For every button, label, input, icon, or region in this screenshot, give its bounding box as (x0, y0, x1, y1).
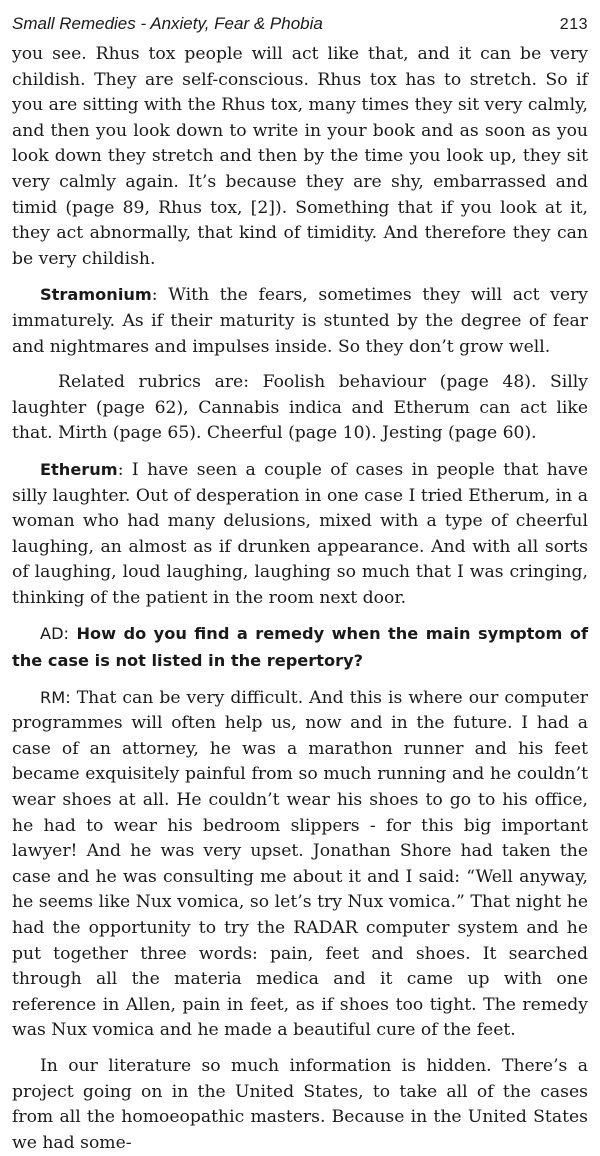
interview-question (12, 621, 588, 674)
paragraph-etherum-text: : I have seen a couple of cases in people that have silly laughter. Out of desperation in one case I tried Etherum, in a woman who had many delusions, mixed with a type of cheerful laughing, an almost as if drunken appearance. And with all sorts of laughing, loud laughing, laughing so much that I was cringing, thinking of the patient in the room next door. (12, 459, 588, 608)
page-number: 213 (559, 16, 588, 33)
question-speaker: AD: (40, 624, 69, 644)
answer-text: That can be very difficult. And this is where our computer programmes will often help us, now and in the future. I had a case of an attorney, he was a marathon runner and his feet became exquisitely painful from so much running and he couldn’t wear shoes at all. He couldn’t wear his shoes to go to his office, he had to wear his bedroom slippers - for this big important lawyer! And he was very upset. Jonathan Shore had taken the case and he was consulting me about it and I said: “Well anyway, he seems like Nux vomica, so let’s try Nux vomica.” That night he had the opportunity to try the RADAR computer system and he put together three words: pain, feet and shoes. It searched through all the materia medica and it came up with one reference in Allen, pain in feet, as if shoes too tight. The remedy was Nux vomica and he made a beautiful cure of the feet. (12, 687, 588, 1041)
remedy-name-stramonium: Stramonium (40, 285, 152, 305)
paragraph-literature: In our literature so much information is hidden. There’s a project going on in the United States, to take all of the cases from all the homoeopathic masters. Because in the United States we had some- (12, 1055, 588, 1153)
paragraph-answer (12, 685, 588, 1044)
question-text: How do you find a remedy when the main symptom of the case is not listed in the repertory? (12, 624, 588, 671)
paragraph-rhus-tox: you see. Rhus tox people will act like that, and it can be very childish. They are self-conscious. Rhus tox has to stretch. So if you are sitting with the Rhus tox, many times they sit very calmly, and then you look down to write in your book and as soon as you look down they stretch and then by the time you look up, they sit very calmly again. It’s because they are shy, embarrassed and timid (page 89, Rhus tox, [2]). Something that if you look at it, they act abnormally, that kind of timidity. And therefore they can be very childish. (12, 44, 588, 269)
running-title: Small Remedies - Anxiety, Fear & Phobia (12, 14, 323, 33)
paragraph-stramonium-text: : With the fears, sometimes they will act very immaturely. As if their maturity is stunted by the degree of fear and nightmares and impulses inside. So they don’t grow well. (12, 285, 588, 357)
paragraph-etherum (12, 457, 588, 612)
paragraph-related-rubrics: Related rubrics are: Foolish behaviour (page 48). Silly laughter (page 62), Cannabis indica and Etherum can act like that. Mirth (page 65). Cheerful (page 10). Jesting (page 60). (12, 372, 588, 444)
answer-speaker: RM: (40, 687, 71, 707)
running-header (12, 14, 588, 34)
paragraph-stramonium (12, 282, 588, 360)
remedy-name-etherum: Etherum (40, 459, 118, 479)
